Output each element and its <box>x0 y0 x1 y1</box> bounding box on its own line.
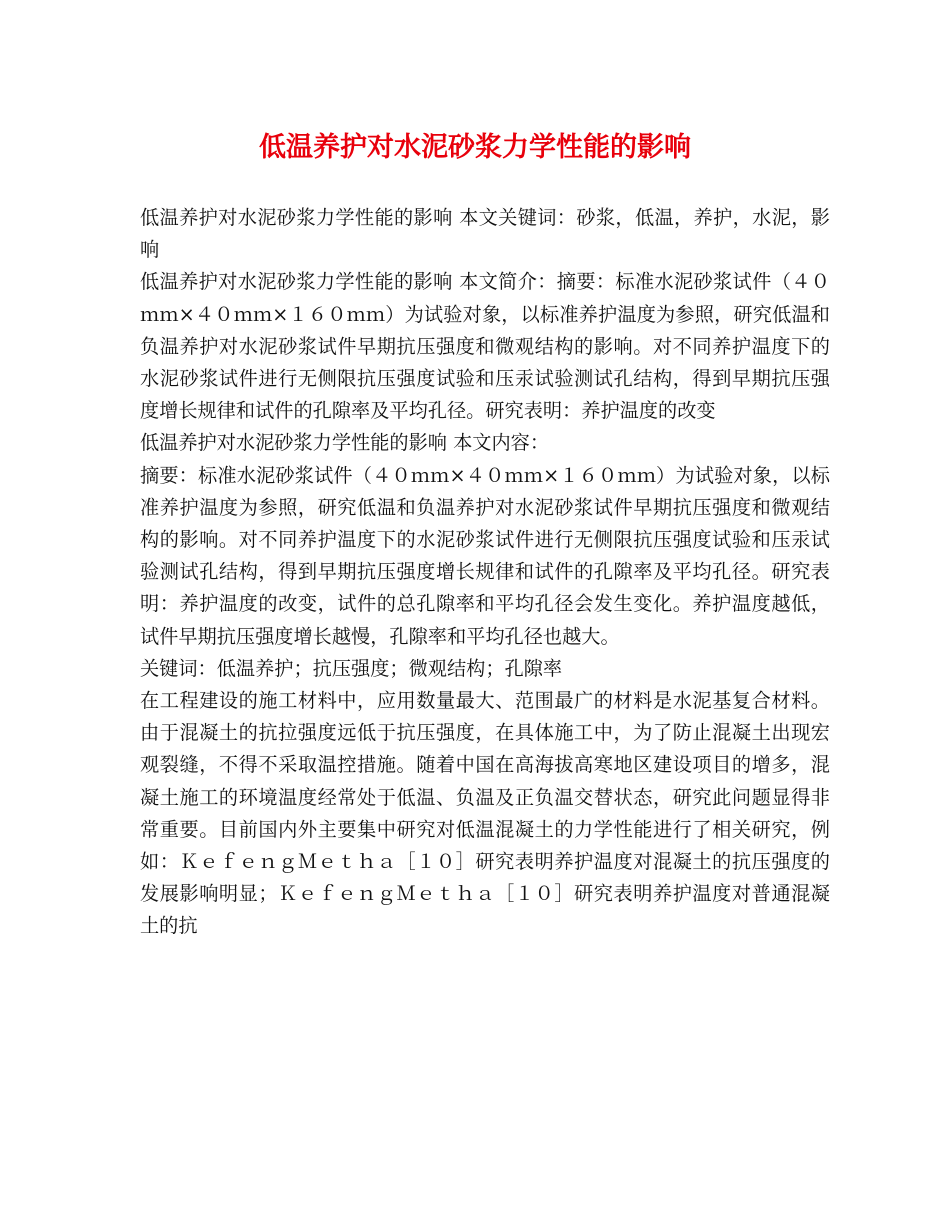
content-heading-paragraph: 低温养护对水泥砂浆力学性能的影响 本文内容： <box>140 431 550 455</box>
body-paragraph: 在工程建设的施工材料中，应用数量最大、范围最广的材料是水泥基复合材料。由于混凝土的抗拉强度远低于抗压强度，在具体施工中，为了防止混凝土出现宏观裂缝，不得不采取温控措施。随着中国在高海拔高寒地区建设项目的增多，混凝土施工的环境温度经常处于低温、负温及正负温交替状态，研究此问题显得非常重要。目前国内外主要集中研究对低温混凝土的力学性能进行了相关研究，例如：ＫｅｆｅｎｇＭｅｔｈａ［１０］研究表明养护温度对混凝土的抗压强度的发展影响明显；ＫｅｆｅｎｇＭｅｔｈａ［１０］研究表明养护温度对普通混凝土的抗 <box>140 689 830 938</box>
keywords-summary-paragraph: 低温养护对水泥砂浆力学性能的影响 本文关键词：砂浆，低温，养护，水泥，影响 <box>140 206 830 262</box>
abstract-summary-paragraph: 低温养护对水泥砂浆力学性能的影响 本文简介：摘要：标准水泥砂浆试件（４０ｍｍ×４０ｍｍ×１６０ｍｍ）为试验对象，以标准养护温度为参照，研究低温和负温养护对水泥砂浆试件早期抗压强度和微观结构的影响。对不同养护温度下的水泥砂浆试件进行无侧限抗压强度试验和压汞试验测试孔结构，得到早期抗压强度增长规律和试件的孔隙率及平均孔径。研究表明：养护温度的改变 <box>140 270 830 423</box>
document-body <box>140 202 830 943</box>
keywords-paragraph: 关键词：低温养护；抗压强度；微观结构；孔隙率 <box>140 656 563 680</box>
abstract-paragraph: 摘要：标准水泥砂浆试件（４０ｍｍ×４０ｍｍ×１６０ｍｍ）为试验对象，以标准养护温度为参照，研究低温和负温养护对水泥砂浆试件早期抗压强度和微观结构的影响。对不同养护温度下的水泥砂浆试件进行无侧限抗压强度试验和压汞试验测试孔结构，得到早期抗压强度增长规律和试件的孔隙率及平均孔径。研究表明：养护温度的改变，试件的总孔隙率和平均孔径会发生变化。养护温度越低，试件早期抗压强度增长越慢，孔隙率和平均孔径也越大。 <box>140 463 830 648</box>
document-title: 低温养护对水泥砂浆力学性能的影响 <box>259 132 691 163</box>
